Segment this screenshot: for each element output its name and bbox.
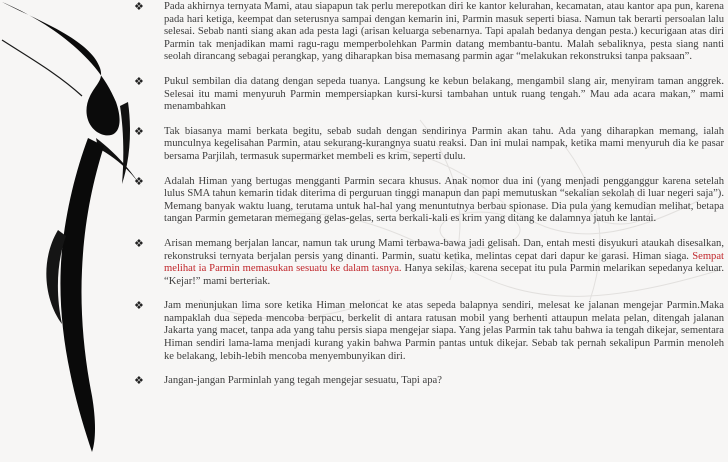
diamond-bullet-icon: ❖ (134, 300, 144, 313)
diamond-bullet-icon: ❖ (134, 375, 144, 388)
list-item (132, 375, 724, 388)
list-item (132, 238, 724, 288)
highlighted-sentence: Sempat melihat ia Parmin memasukan sesuatu ke dalam tasnya. (164, 250, 724, 275)
list-item (132, 176, 724, 226)
bullet-list (132, 1, 724, 400)
diamond-bullet-icon: ❖ (134, 175, 144, 188)
list-item (132, 126, 724, 164)
paragraph-text: Jangan-jangan Parminlah yang tegah mengejar sesuatu, Tapi apa? (164, 375, 442, 387)
diamond-bullet-icon: ❖ (134, 1, 144, 13)
diamond-bullet-icon: ❖ (134, 125, 144, 138)
list-item (132, 1, 724, 64)
paragraph-text-end: Hanya sekilas, karena secepat itu pula Parmin melarikan sepedanya keluar. “Kejar!” mami berteriak. (164, 263, 724, 287)
paragraph-text: Pukul sembilan dia datang dengan sepeda tuanya. Langsung ke kebun belakang, mengambil slang air, menyiram taman anggrek. Selesai itu mami menyuruh Parmin mempersiapkan kursi-kursi tambahan untuk ruang tengah.” Mau ada acara makan,” mami menambahkan (164, 75, 724, 113)
swirl-thin-stroke (2, 40, 82, 96)
diamond-bullet-icon: ❖ (134, 237, 144, 250)
diamond-bullet-icon: ❖ (134, 75, 144, 88)
paragraph-text: Jam menunjukan lima sore ketika Himan meloncat ke atas sepeda balapnya sendiri, melesat ke jalanan mengejar Parmin.Maka nampaklah dua sepeda mencoba berpacu, berkelit di antara ratusan mobil yang berhenti attaupun melata pelan, ditengah jalanan Jakarta yang macet, tanpa ada yang tahu persis siapa mengejar siapa. Yang jelas Parmin tak tahu bahwa ia tengah dikejar, sementara Himan sendiri lama-lama menjadi kurang yakin bahwa Parmin pantas untuk dikejar. Sebab tak pernah sekalipun Parmin menoleh ke belakang, lebih-lebih mencoba menyembunyikan diri. (164, 300, 724, 362)
swirl-blade (120, 102, 130, 184)
paragraph-text (164, 238, 724, 288)
list-item (132, 300, 724, 363)
swirl-top-loop (2, 2, 120, 135)
paragraph-text: Tak biasanya mami berkata begitu, sebab sudah dengan sendirinya Parmin akan tahu. Ada yang diharapkan memang, ialah munculnya kegelisahan Parmin, atau sekurang-kurangnya suatu reaksi. Dan ini mulai nampak, ketika mami menyuruh dia ke pasar bersama Parjilah, termasuk supermarket membeli es krim, seperti dulu. (164, 125, 724, 162)
paragraph-text-start: Arisan memang berjalan lancar, namun tak urung Mami terbawa-bawa jadi gelisah. Dan, entah mesti disyukuri ataukah disesalkan, rekonstruksi ternyata berjalan persis yang dinanti. Parmin, suatu ketika, melintas cepat dari dapur ke garasi. Himan siaga. (164, 237, 724, 262)
paragraph-text: Pada akhirnya ternyata Mami, atau siapapun tak perlu merepotkan diri ke kantor kelurahan, kecamatan, atau kantor apa pun, karena pada hari ketiga, keempat dan seterusnya sampai dengan kemarin ini, Parmin masuk seperti biasa. Namun tak berarti persoalan lalu selesai. Sebab nanti siang akan ada pesta lagi (arisan keluarga sebenarnya. Tapi apalah bedanya dengan pesta.) kecurigaan atas diri Parmin tak menjadikan mami ragu-ragu memperbolehkan Parmin datang membantu-bantu. Malah sebaliknya, pesta siang nanti seolah dirancang sebagai perangkap, yang diharapkan bisa memasang parmin agar “melakukan rekonstruksi tanpa paksaan”. (164, 1, 724, 63)
list-item (132, 76, 724, 114)
swirl-main-stem (60, 138, 104, 452)
paragraph-text: Adalah Himan yang bertugas mengganti Parmin secara khusus. Anak nomor dua ini (yang menjadi pengganggur karena setelah lulus SMA tahun kemarin tidak diterima di perguruan tinggi manapun dan papi memutuskan “sekalian sekolah di luar negeri saja”). Memang banyak waktu luang, terutama untuk hal-hal yang menuntutnya berbau spionase. Dia pula yang kemudian melihat, betapa tangan Parmin gemetaran memegang gelas-gelas, serta berkali-kali es krim yang ditang ke dalamnya jatuh ke lantai. (164, 175, 724, 225)
